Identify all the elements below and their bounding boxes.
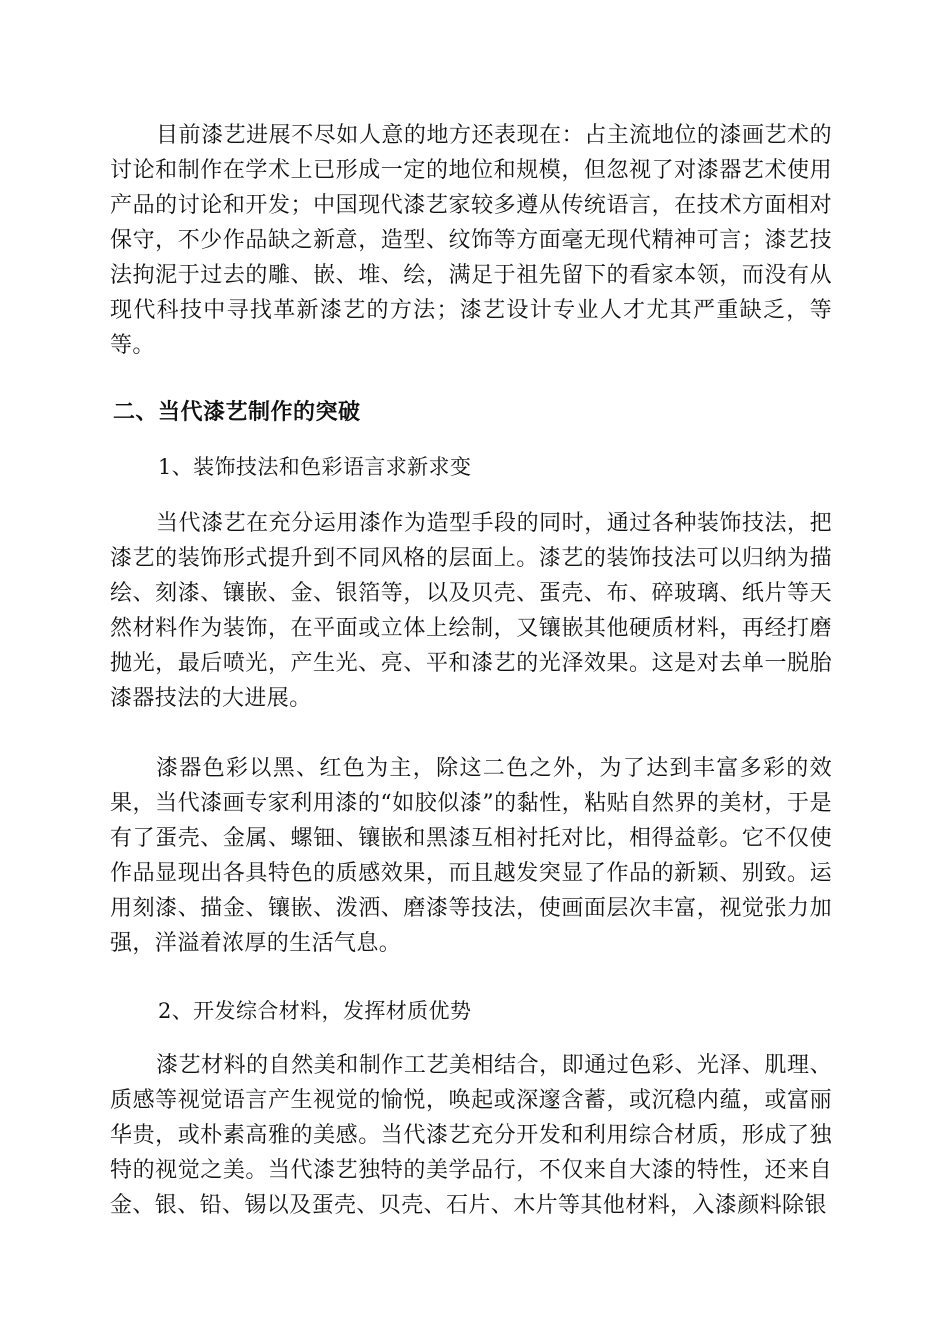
paragraph-composite-materials: 漆艺材料的自然美和制作工艺美相结合，即通过色彩、光泽、肌理、质感等视觉语言产生视觉的愉悦，唤起或深邃含蓄，或沉稳内蕴，或富丽华贵，或朴素高雅的美感。当代漆艺充分开发和利用综合材质，形成了独特的视觉之美。当代漆艺独特的美学品行，不仅来自大漆的特性，还来自金、银、铅、锡以及蛋壳、贝壳、石片、木片等其他材料，入漆颜料除银 (110, 1053, 832, 1218)
subheading-composite-materials: 2、开发综合材料，发挥材质优势 (158, 999, 472, 1023)
paragraph-current-problems: 目前漆艺进展不尽如人意的地方还表现在：占主流地位的漆画艺术的讨论和制作在学术上已形成一定的地位和规模，但忽视了对漆器艺术使用产品的讨论和开发；中国现代漆艺家较多遵从传统语言，在技术方面相对保守，不少作品缺之新意，造型、纹饰等方面毫无现代精神可言；漆艺技法拘泥于过去的雕、嵌、堆、绘，满足于祖先留下的看家本领，而没有从现代科技中寻找革新漆艺的方法；漆艺设计专业人才尤其严重缺乏，等等。 (110, 123, 832, 358)
subheading-decoration-techniques: 1、装饰技法和色彩语言求新求变 (158, 455, 472, 479)
section-heading-breakthroughs: 二、当代漆艺制作的突破 (113, 400, 361, 425)
paragraph-color-language: 漆器色彩以黑、红色为主，除这二色之外，为了达到丰富多彩的效果，当代漆画专家利用漆的“如胶似漆”的黏性，粘贴自然界的美材，于是有了蛋壳、金属、螺钿、镶嵌和黑漆互相衬托对比，相得益彰。它不仅使作品显现出各具特色的质感效果，而且越发突显了作品的新颖、别致。运用刻漆、描金、镶嵌、泼洒、磨漆等技法，使画面层次丰富，视觉张力加强，洋溢着浓厚的生活气息。 (110, 756, 832, 956)
paragraph-decoration-techniques: 当代漆艺在充分运用漆作为造型手段的同时，通过各种装饰技法，把漆艺的装饰形式提升到不同风格的层面上。漆艺的装饰技法可以归纳为描绘、刻漆、镶嵌、金、银箔等，以及贝壳、蛋壳、布、碎玻璃、纸片等天然材料作为装饰，在平面或立体上绘制，又镶嵌其他硬质材料，再经打磨抛光，最后喷光，产生光、亮、平和漆艺的光泽效果。这是对去单一脱胎漆器技法的大进展。 (110, 511, 832, 711)
